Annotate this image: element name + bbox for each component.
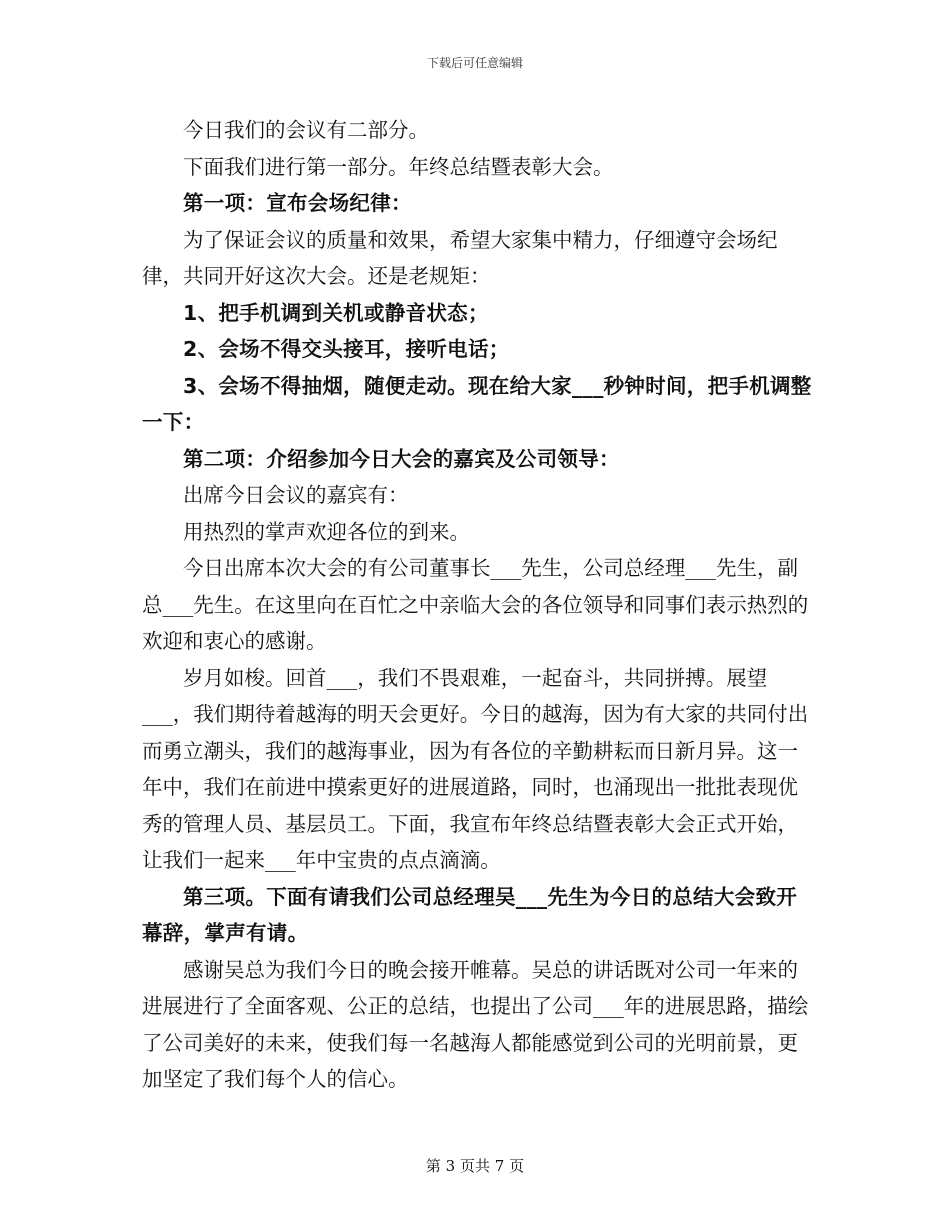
paragraph: 用热烈的掌声欢迎各位的到来。 xyxy=(183,519,470,544)
paragraph: 感谢吴总为我们今日的晚会接开帷幕。吴总的讲话既对公司一年来的进展进行了全面客观、公正的总结，也提出了公司___年的进展思路，描绘了公司美好的未来，使我们每一名越海人都能感觉到公司的光明前景，更加坚定了我们每个人的信心。 xyxy=(142,957,809,1091)
paragraph: 今日出席本次大会的有公司董事长___先生，公司总经理___先生，副总___先生。在这里向在百忙之中亲临大会的各位领导和同事们表示热烈的欢迎和衷心的感谢。 xyxy=(142,556,809,653)
paragraph: 出席今日会议的嘉宾有： xyxy=(183,483,409,507)
section-heading: 第二项：介绍参加今日大会的嘉宾及公司领导： xyxy=(183,446,620,471)
document-body xyxy=(142,112,812,1098)
paragraph: 为了保证会议的质量和效果，希望大家集中精力，仔细遵守会场纪律，共同开好这次大会。还是老规矩： xyxy=(142,227,778,288)
rule-item: 1、把手机调到关机或静音状态； xyxy=(183,300,489,325)
rule-item: 3、会场不得抽烟，随便走动。现在给大家___秒钟时间，把手机调整一下： xyxy=(142,373,812,434)
paragraph: 下面我们进行第一部分。年终总结暨表彰大会。 xyxy=(183,154,614,179)
paragraph: 今日我们的会议有二部分。 xyxy=(183,118,429,142)
section-heading: 第一项：宣布会场纪律： xyxy=(183,191,412,215)
page-header: 下载后可任意编辑 xyxy=(426,56,523,70)
rule-item: 2、会场不得交头接耳，接听电话； xyxy=(183,337,510,361)
section-heading: 第三项。下面有请我们公司总经理吴___先生为今日的总结大会致开幕辞，掌声有请。 xyxy=(142,884,798,945)
page-number: 第 3 页共 7 页 xyxy=(425,1157,525,1175)
paragraph: 岁月如梭。回首___，我们不畏艰难，一起奋斗，共同拼搏。展望___，我们期待着越海的明天会更好。今日的越海，因为有大家的共同付出而勇立潮头，我们的越海事业，因为有各位的辛勤耕耘而日新月异。这一年中，我们在前进中摸索更好的进展道路，同时，也涌现出一批批表现优秀的管理人员、基层员工。下面，我宣布年终总结暨表彰大会正式开始，让我们一起来___年中宝贵的点点滴滴。 xyxy=(142,665,809,872)
